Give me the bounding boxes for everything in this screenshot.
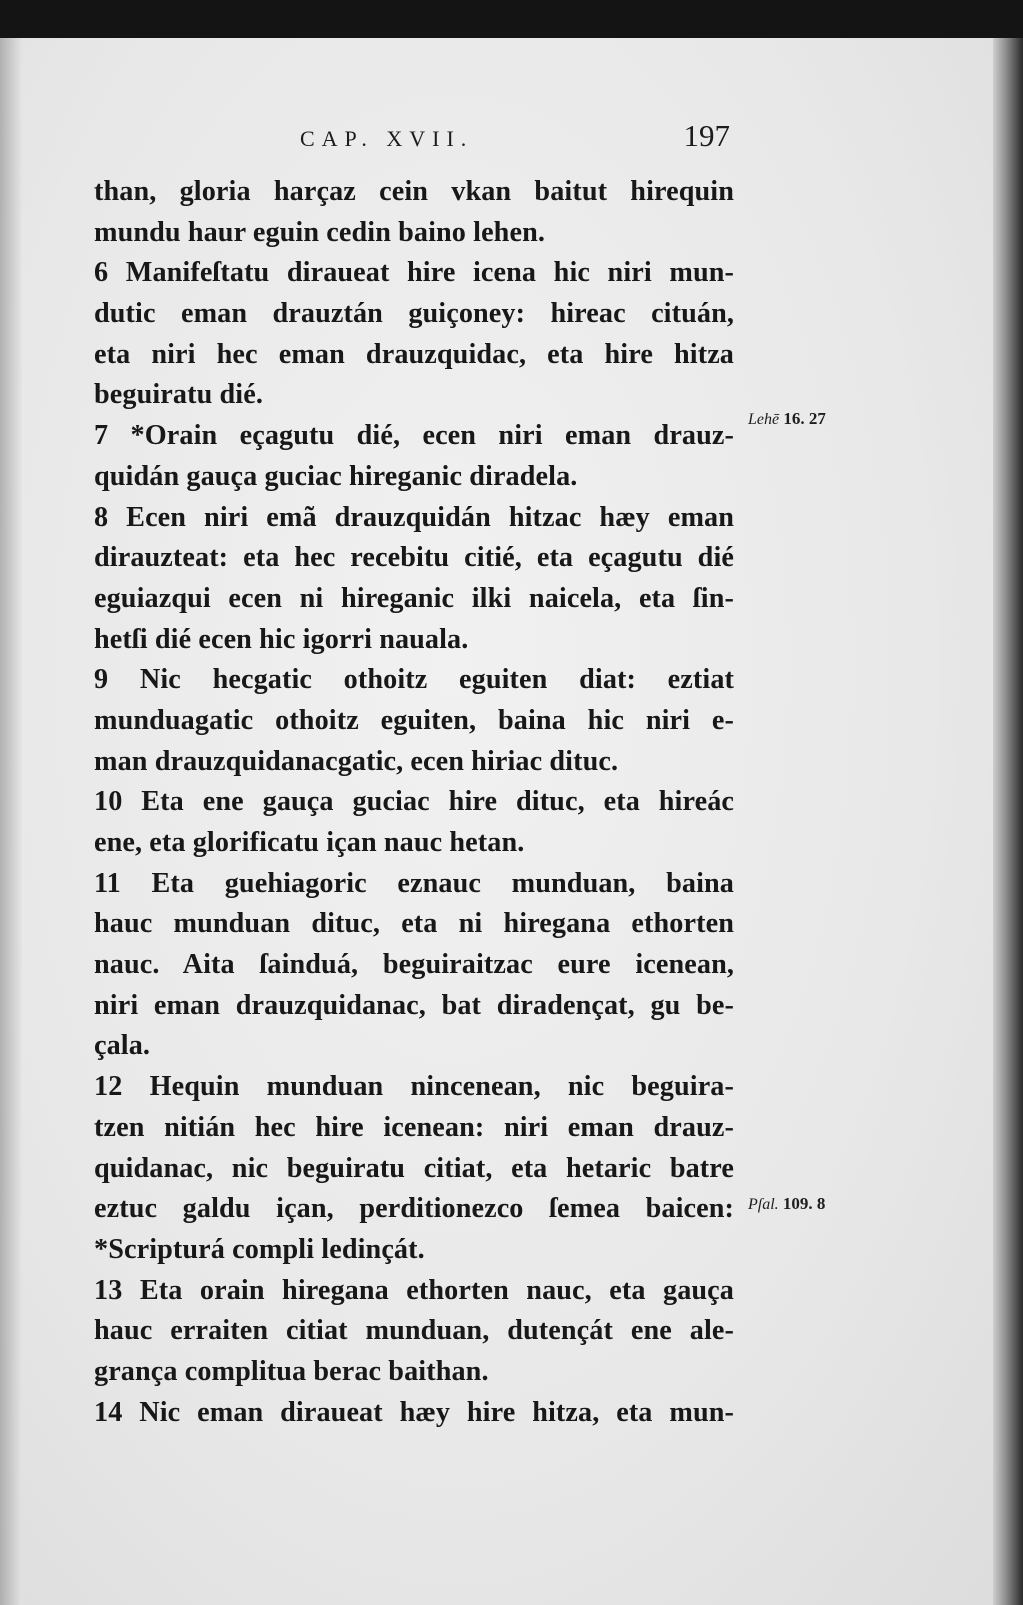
text-line: quidanac, nic beguiratu citiat, eta hetaric batre	[94, 1152, 734, 1184]
text-line: 6 Manifeſtatu diraueat hire icena hic niri mun-	[94, 257, 734, 289]
margin-reference-book: Lehē	[748, 411, 780, 428]
text-line: 8 Ecen niri emã drauzquidán hitzac hæy eman	[94, 501, 734, 533]
text-line: *Scripturá compli ledinçát.	[94, 1233, 425, 1265]
text-line: beguiratu dié.	[94, 379, 263, 411]
text-line: quidán gauça guciac hireganic diradela.	[94, 460, 578, 492]
text-line: 11 Eta guehiagoric eznauc munduan, baina	[94, 867, 734, 899]
margin-reference	[748, 1194, 825, 1214]
text-line: 14 Nic eman diraueat hæy hire hitza, eta mun-	[94, 1396, 734, 1428]
text-line: dirauzteat: eta hec recebitu citié, eta eçagutu dié	[94, 542, 734, 574]
text-line: çala.	[94, 1030, 151, 1062]
text-line: eta niri hec eman drauzquidac, eta hire hitza	[94, 338, 734, 370]
text-line: mundu haur eguin cedin baino lehen.	[94, 216, 545, 248]
text-line: hetſi dié ecen hic igorri nauala.	[94, 623, 469, 655]
text-line: munduagatic othoitz eguiten, baina hic niri e-	[94, 704, 734, 736]
page-number: 197	[683, 118, 730, 153]
text-line: 12 Hequin munduan nincenean, nic beguira-	[94, 1071, 734, 1103]
text-line: eztuc galdu içan, perditionezco ſemea baicen:	[94, 1193, 734, 1225]
text-line: ene, eta glorificatu içan nauc hetan.	[94, 827, 525, 858]
margin-reference-verse: 16. 27	[783, 409, 826, 428]
body-text	[94, 172, 734, 1433]
text-line: grança complitua berac baithan.	[94, 1355, 489, 1387]
margin-reference-verse: 109. 8	[782, 1194, 826, 1213]
text-line: 10 Eta ene gauça guciac hire dituc, eta hireác	[94, 786, 734, 818]
text-line: hauc erraiten citiat munduan, dutençát ene ale-	[94, 1315, 734, 1347]
text-line: eguiazqui ecen ni hireganic ilki naicela, eta ſin-	[94, 582, 734, 614]
text-line: dutic eman drauztán guiçoney: hireac cituán,	[94, 298, 734, 330]
text-line: hauc munduan dituc, eta ni hiregana ethorten	[94, 908, 734, 940]
margin-reference	[748, 409, 826, 429]
text-line: nauc. Aita ſainduá, beguiraitzac eure icenean,	[94, 949, 734, 981]
text-line: 13 Eta orain hiregana ethorten nauc, eta gauça	[94, 1274, 734, 1306]
margin-reference-book: Pſal.	[748, 1196, 779, 1213]
text-line: than, gloria harçaz cein vkan baitut hirequin	[94, 176, 734, 207]
text-line: 7 *Orain eçagutu dié, ecen niri eman drauz-	[94, 420, 734, 452]
book-gutter-shadow	[993, 38, 1023, 1605]
chapter-heading: CAP. XVII.	[300, 126, 474, 151]
text-line: niri eman drauzquidanac, bat diradençat, gu be-	[94, 989, 734, 1021]
text-line: man drauzquidanacgatic, ecen hiriac dituc.	[94, 745, 619, 777]
running-header	[300, 118, 730, 158]
text-line: 9 Nic hecgatic othoitz eguiten diat: eztiat	[94, 664, 734, 696]
page-left-shadow	[0, 38, 22, 1605]
text-line: tzen nitián hec hire icenean: niri eman drauz-	[94, 1111, 734, 1143]
